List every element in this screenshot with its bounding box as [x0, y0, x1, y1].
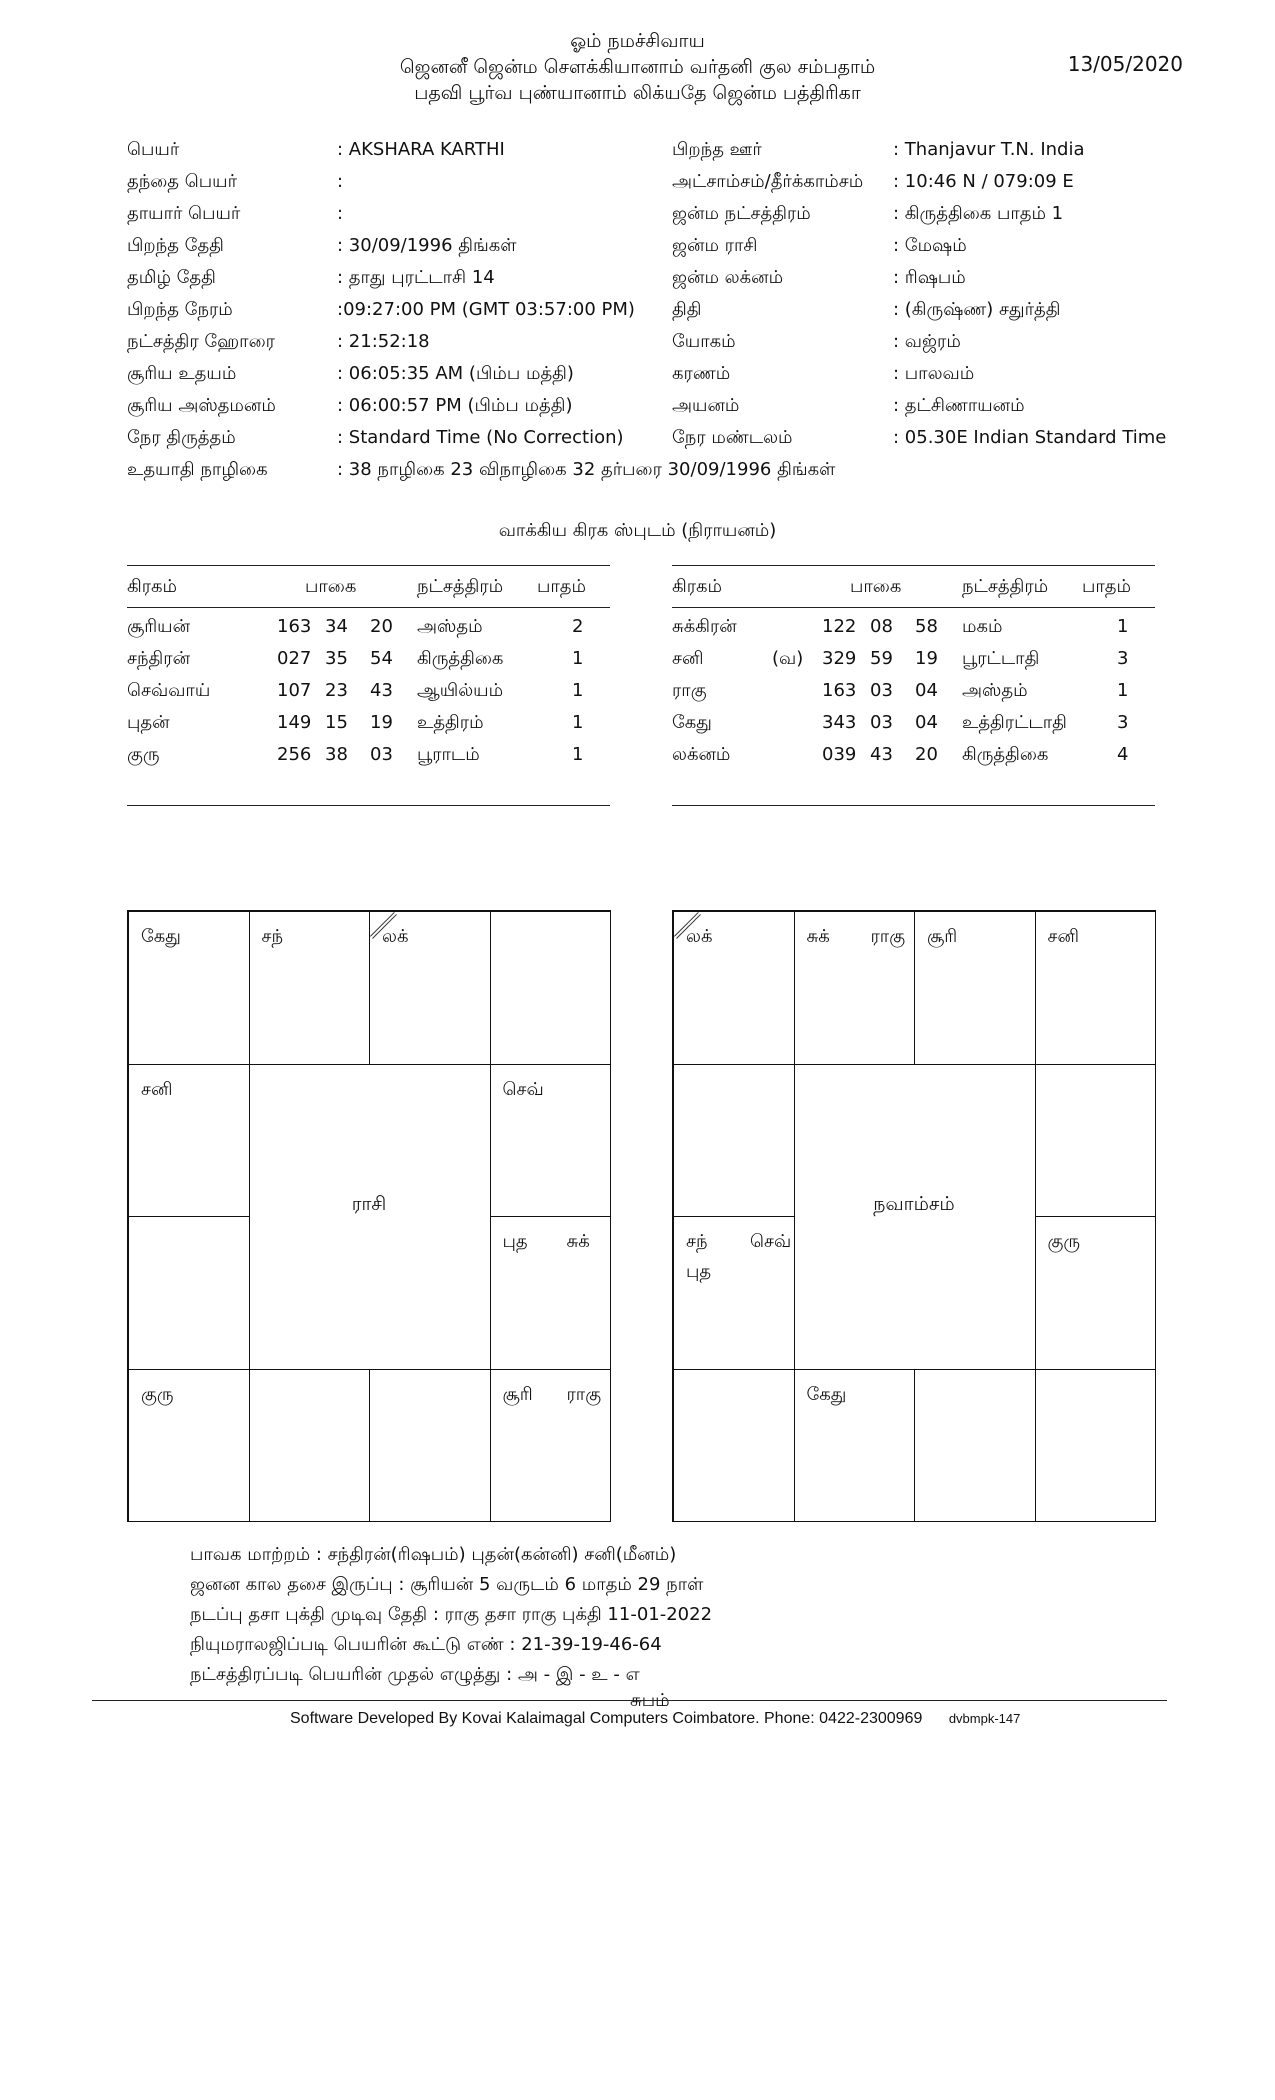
detail-label: பிறந்த ஊர்: [672, 139, 762, 160]
house-meena: [673, 911, 795, 1065]
planet-pada: 1: [572, 712, 584, 733]
table-top-rule: [127, 565, 610, 566]
planet-pada: 1: [572, 680, 584, 701]
planet-name: சூரியன்: [127, 616, 191, 637]
note-bhava-change: பாவக மாற்றம் : சந்திரன்(ரிஷபம்) புதன்(கன்னி) சனி(மீனம்): [190, 1544, 677, 1565]
house-dhanus: [673, 1369, 795, 1523]
planet-pada: 2: [572, 616, 584, 637]
planet-degree: 256: [277, 744, 312, 765]
planet-pada: 3: [1117, 648, 1129, 669]
detail-label: நட்சத்திர ஹோரை: [127, 331, 275, 352]
details-right: [672, 134, 1166, 454]
planet-degree: 329: [822, 648, 857, 669]
planet-degree: 027: [277, 648, 312, 669]
footer-divider: [92, 1700, 1167, 1701]
header-pada: பாதம்: [537, 576, 587, 597]
planet-label: ராகு: [566, 1383, 602, 1405]
planet-label: சுக்: [806, 926, 830, 947]
planet-name: செவ்வாய்: [127, 680, 211, 701]
planet-label: செவ்: [750, 1231, 792, 1252]
house-makara: [128, 1216, 250, 1370]
planet-label: புத: [686, 1261, 712, 1282]
house-mithuna: [1035, 911, 1157, 1065]
detail-row: [672, 134, 1166, 166]
table-header: [127, 571, 610, 603]
planet-pada: 1: [572, 648, 584, 669]
detail-value: : வஜ்ரம்: [893, 331, 961, 352]
planet-pada: 1: [1117, 616, 1129, 637]
detail-value: :: [337, 171, 344, 192]
house-kanni: [490, 1369, 612, 1523]
detail-row: [672, 358, 1166, 390]
planet-row: [672, 675, 1155, 707]
planet-row: [127, 707, 610, 739]
planet-minute: 23: [325, 680, 348, 701]
header-star: நட்சத்திரம்: [417, 576, 504, 597]
detail-value: : (கிருஷ்ண) சதுர்த்தி: [893, 299, 1061, 320]
house-meena: [128, 911, 250, 1065]
detail-label: தாயார் பெயர்: [127, 203, 241, 224]
detail-label: சூரிய உதயம்: [127, 363, 237, 384]
header-planet: கிரகம்: [672, 576, 723, 597]
planet-second: 20: [370, 616, 393, 637]
planet-minute: 43: [870, 744, 893, 765]
detail-label: ஜன்ம நட்சத்திரம்: [672, 203, 811, 224]
planet-star: கிருத்திகை: [417, 648, 504, 669]
planet-degree: 122: [822, 616, 857, 637]
house-mesha: [249, 911, 371, 1065]
detail-label: சூரிய அஸ்தமனம்: [127, 395, 276, 416]
rasi-chart: [127, 910, 611, 1522]
planet-table-right: [672, 565, 1155, 815]
planet-pada: 4: [1117, 744, 1129, 765]
planet-minute: 08: [870, 616, 893, 637]
note-name-letters: நட்சத்திரப்படி பெயரின் முதல் எழுத்து : அ - இ - உ - எ: [190, 1664, 640, 1685]
detail-label: அட்சாம்சம்/தீர்க்காம்சம்: [672, 171, 864, 192]
planet-star: மகம்: [962, 616, 1003, 637]
note-current-dasa: நடப்பு தசா புக்தி முடிவு தேதி : ராகு தசா ராகு புக்தி 11-01-2022: [190, 1604, 713, 1625]
planet-degree: 343: [822, 712, 857, 733]
planet-star: உத்திரட்டாதி: [962, 712, 1067, 733]
planet-name: சுக்கிரன்: [672, 616, 737, 637]
house-thula: [914, 1369, 1036, 1523]
planet-minute: 03: [870, 712, 893, 733]
detail-value: : 38 நாழிகை 23 விநாழிகை 32 தர்பரை 30/09/1996 திங்கள்: [337, 459, 836, 480]
house-kataka: [1035, 1064, 1157, 1218]
detail-value: : Standard Time (No Correction): [337, 427, 624, 448]
detail-value: : 10:46 N / 079:09 E: [893, 171, 1074, 192]
house-simha: [1035, 1216, 1157, 1370]
planet-row: [672, 611, 1155, 643]
planet-row: [672, 739, 1155, 771]
table-top-rule: [672, 565, 1155, 566]
planet-degree: 149: [277, 712, 312, 733]
planet-star: பூரட்டாதி: [962, 648, 1040, 669]
table-bottom-rule: [127, 805, 610, 806]
detail-label: உதயாதி நாழிகை: [127, 459, 268, 480]
planet-row: [672, 643, 1155, 675]
detail-row: [672, 166, 1166, 198]
house-thula: [369, 1369, 491, 1523]
planet-star: உத்திரம்: [417, 712, 484, 733]
planet-name: புதன்: [127, 712, 170, 733]
detail-row: [672, 390, 1166, 422]
planet-name: ராகு: [672, 680, 707, 701]
planet-star: அஸ்தம்: [417, 616, 483, 637]
detail-value: : 21:52:18: [337, 331, 430, 352]
note-numerology: நியுமராலஜிப்படி பெயரின் கூட்டு எண் : 21-39-19-46-64: [190, 1634, 662, 1655]
retrograde-flag: (வ): [772, 648, 804, 669]
detail-label: திதி: [672, 299, 702, 320]
house-mithuna: [490, 911, 612, 1065]
detail-value: : பாலவம்: [893, 363, 975, 384]
planet-label: கேது: [806, 1383, 847, 1405]
detail-label: பிறந்த தேதி: [127, 235, 224, 256]
planet-minute: 34: [325, 616, 348, 637]
house-dhanus: [128, 1369, 250, 1523]
planet-label: லக்: [686, 926, 713, 947]
planet-label: சூரி: [502, 1383, 533, 1405]
detail-value: : AKSHARA KARTHI: [337, 139, 505, 160]
planet-minute: 03: [870, 680, 893, 701]
planet-second: 58: [915, 616, 938, 637]
closing-subham: சுபம்: [630, 1690, 670, 1711]
planet-second: 20: [915, 744, 938, 765]
planet-degree: 039: [822, 744, 857, 765]
detail-value: :09:27:00 PM (GMT 03:57:00 PM): [337, 299, 635, 320]
house-rishaba: [914, 911, 1036, 1065]
planet-label: சூரி: [927, 926, 958, 947]
house-kanni: [1035, 1369, 1157, 1523]
planet-label: சனி: [141, 1078, 173, 1100]
planet-second: 03: [370, 744, 393, 765]
print-date: 13/05/2020: [1067, 52, 1183, 76]
planet-second: 43: [370, 680, 393, 701]
planet-label: குரு: [1047, 1231, 1081, 1252]
planet-degree: 163: [277, 616, 312, 637]
house-rishaba: [369, 911, 491, 1065]
house-vrischika: [794, 1369, 916, 1523]
house-simha: [490, 1216, 612, 1370]
planet-pada: 1: [1117, 680, 1129, 701]
planet-second: 04: [915, 680, 938, 701]
planet-row: [127, 675, 610, 707]
table-header-rule: [127, 607, 610, 608]
detail-value: : தட்சிணாயனம்: [893, 395, 1025, 416]
planet-star: அஸ்தம்: [962, 680, 1028, 701]
detail-label: கரணம்: [672, 363, 731, 384]
planet-label: புத: [502, 1231, 528, 1252]
planet-label: சந்: [261, 926, 284, 947]
detail-value: : Thanjavur T.N. India: [893, 139, 1085, 160]
planet-minute: 38: [325, 744, 348, 765]
planet-label: சுக்: [566, 1231, 590, 1252]
footer: [290, 1710, 1020, 1728]
footer-credit: Software Developed By Kovai Kalaimagal Computers Coimbatore. Phone: 0422-2300969: [290, 1710, 923, 1727]
planet-second: 19: [370, 712, 393, 733]
detail-value: : 30/09/1996 திங்கள்: [337, 235, 517, 256]
detail-row: [672, 294, 1166, 326]
planet-label: ராகு: [870, 926, 906, 947]
detail-label: யோகம்: [672, 331, 736, 352]
planet-label: கேது: [141, 926, 181, 947]
detail-row: [672, 230, 1166, 262]
detail-value: :: [337, 203, 344, 224]
detail-label: பிறந்த நேரம்: [127, 299, 233, 320]
header-star: நட்சத்திரம்: [962, 576, 1049, 597]
detail-value: : 06:00:57 PM (பிம்ப மத்தி): [337, 395, 573, 416]
planet-label: லக்: [382, 926, 409, 947]
planet-minute: 15: [325, 712, 348, 733]
planet-table-left: [127, 565, 610, 815]
planet-row: [127, 739, 610, 771]
planet-degree: 107: [277, 680, 312, 701]
header-degree: பாகை: [850, 576, 902, 597]
detail-label: பெயர்: [127, 139, 180, 160]
planet-minute: 59: [870, 648, 893, 669]
planet-star: ஆயில்யம்: [417, 680, 504, 701]
detail-value: : ரிஷபம்: [893, 267, 966, 288]
planet-name: கேது: [672, 712, 712, 733]
detail-row: [672, 422, 1166, 454]
planet-pada: 1: [572, 744, 584, 765]
chart-title: நவாம்சம்: [873, 1193, 955, 1216]
house-vrischika: [249, 1369, 371, 1523]
table-header: [672, 571, 1155, 603]
planet-second: 54: [370, 648, 393, 669]
detail-value: : 06:05:35 AM (பிம்ப மத்தி): [337, 363, 574, 384]
planet-label: குரு: [141, 1383, 174, 1405]
chart-title: ராசி: [351, 1193, 387, 1216]
note-dasa-balance: ஜனன கால தசை இருப்பு : சூரியன் 5 வருடம் 6 மாதம் 29 நாள்: [190, 1574, 704, 1595]
detail-label: ஜன்ம ராசி: [672, 235, 758, 256]
house-kumbha: [128, 1064, 250, 1218]
planet-row: [127, 611, 610, 643]
planet-second: 19: [915, 648, 938, 669]
detail-row: [672, 326, 1166, 358]
header-planet: கிரகம்: [127, 576, 178, 597]
planet-pada: 3: [1117, 712, 1129, 733]
table-header-rule: [672, 607, 1155, 608]
planet-star: கிருத்திகை: [962, 744, 1049, 765]
notes: [190, 1540, 712, 1712]
table-bottom-rule: [672, 805, 1155, 806]
planet-section-title: வாக்கிய கிரக ஸ்புடம் (நிராயனம்): [498, 520, 777, 541]
house-makara: [673, 1216, 795, 1370]
navamsa-chart: [672, 910, 1156, 1522]
planet-star: பூராடம்: [417, 744, 480, 765]
planet-row: [127, 643, 610, 675]
detail-value: : 05.30E Indian Standard Time: [893, 427, 1167, 448]
planet-minute: 35: [325, 648, 348, 669]
planet-name: குரு: [127, 744, 160, 765]
detail-label: தமிழ் தேதி: [127, 267, 216, 288]
planet-degree: 163: [822, 680, 857, 701]
detail-label: நேர மண்டலம்: [672, 427, 793, 448]
detail-label: நேர திருத்தம்: [127, 427, 236, 448]
detail-value: : தாது புரட்டாசி 14: [337, 267, 495, 288]
detail-label: அயனம்: [672, 395, 740, 416]
detail-value: : கிருத்திகை பாதம் 1: [893, 203, 1064, 224]
planet-label: செவ்: [502, 1078, 544, 1100]
detail-row: [672, 198, 1166, 230]
planet-second: 04: [915, 712, 938, 733]
planet-name: லக்னம்: [672, 744, 731, 765]
detail-value: : மேஷம்: [893, 235, 967, 256]
detail-label: ஜன்ம லக்னம்: [672, 267, 784, 288]
planet-label: சனி: [1047, 926, 1079, 947]
planet-name: சந்திரன்: [127, 648, 191, 669]
house-mesha: [794, 911, 916, 1065]
planet-label: சந்: [686, 1231, 708, 1252]
house-kumbha: [673, 1064, 795, 1218]
header-verse-2: பதவி பூர்வ புண்யானாம் லிக்யதே ஜென்ம பத்திரிகா: [414, 82, 861, 104]
planet-name: சனி: [672, 648, 704, 669]
header-pada: பாதம்: [1082, 576, 1132, 597]
header-verse-1: ஜெனனீ ஜென்ம சௌக்கியானாம் வர்தனி குல சம்பதாம்: [399, 56, 876, 78]
detail-row: [127, 454, 835, 486]
house-kataka: [490, 1064, 612, 1218]
footer-code: dvbmpk-147: [948, 1711, 1021, 1726]
detail-label: தந்தை பெயர்: [127, 171, 237, 192]
detail-row: [672, 262, 1166, 294]
planet-row: [672, 707, 1155, 739]
header-degree: பாகை: [305, 576, 357, 597]
header-invocation: ஓம் நமச்சிவாய: [570, 30, 705, 52]
